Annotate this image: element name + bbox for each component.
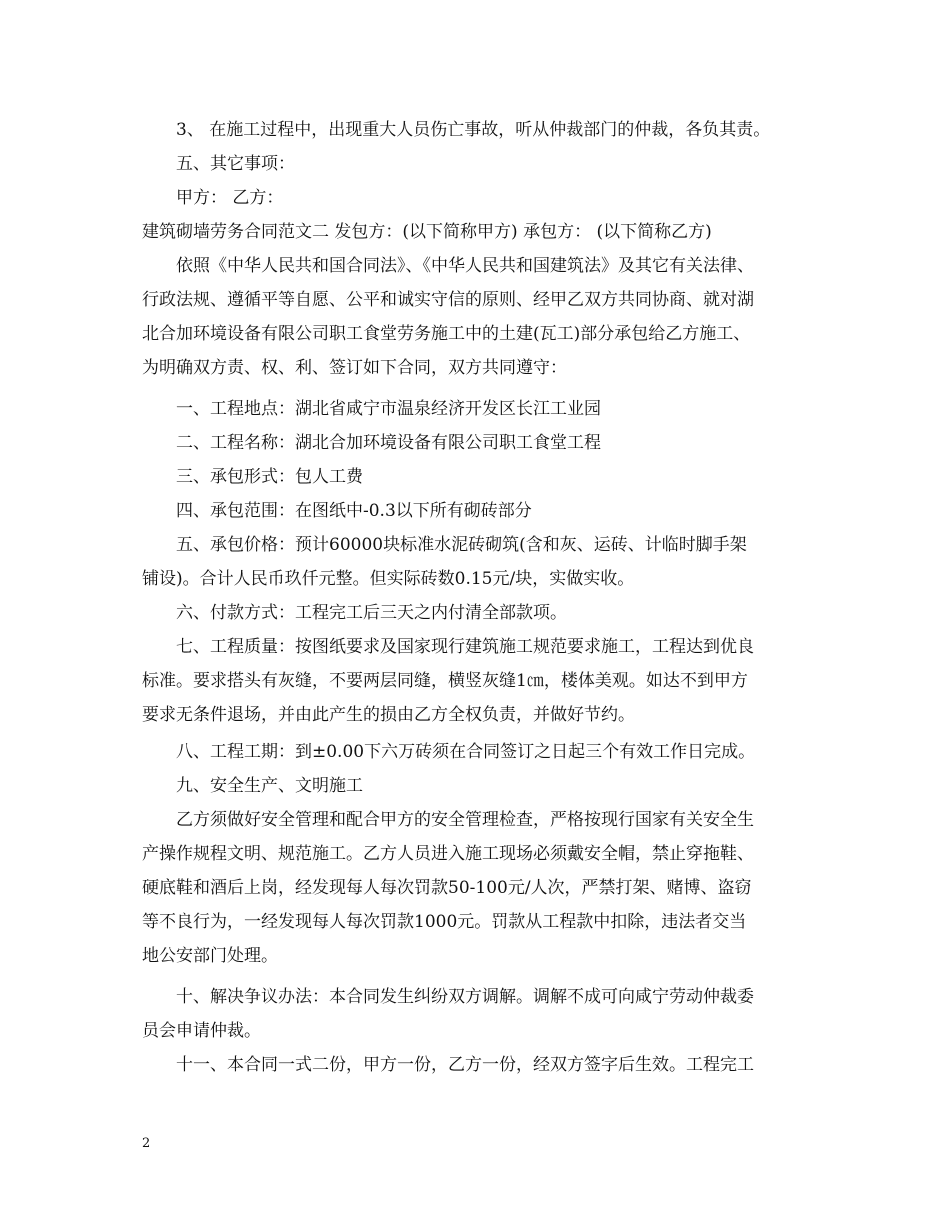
page-number: 2 [142,1136,151,1151]
clause-line: 五、承包价格：预计60000块标准水泥砖砌筑(含和灰、运砖、计临时脚手架 [176,535,747,555]
clause-line: 七、工程质量：按图纸要求及国家现行建筑施工规范要求施工，工程达到优良 [176,637,754,657]
clause-line: 员会申请仲裁。 [142,1021,261,1041]
paragraph-line: 产操作规程文明、规范施工。乙方人员进入施工现场必须戴安全帽，禁止穿拖鞋、 [142,844,754,864]
paragraph-line: 乙方须做好安全管理和配合甲方的安全管理检查，严格按现行国家有关安全生 [176,810,754,830]
clause-line: 八、工程工期：到±0.00下六万砖须在合同签订之日起三个有效工作日完成。 [176,742,756,762]
clause-line: 铺设)。合计人民币玖仟元整。但实际砖数0.15元/块，实做实收。 [142,569,635,589]
clause-line: 二、工程名称：湖北合加环境设备有限公司职工食堂工程 [176,433,601,453]
section-heading: 五、其它事项： [176,154,295,174]
paragraph-line: 地公安部门处理。 [142,946,278,966]
paragraph-line: 硬底鞋和酒后上岗，经发现每人每次罚款50-100元/人次，严禁打架、赌博、盗窃 [142,878,752,898]
paragraph-line: 3、 在施工过程中，出现重大人员伤亡事故，听从仲裁部门的仲裁，各负其责。 [176,120,771,140]
paragraph-line: 为明确双方责、权、利、签订如下合同，双方共同遵守： [142,358,567,378]
signature-line: 甲方： 乙方： [176,188,284,208]
clause-line: 三、承包形式：包人工费 [176,467,363,487]
paragraph-line: 北合加环境设备有限公司职工食堂劳务施工中的土建(瓦工)部分承包给乙方施工、 [142,324,751,344]
clause-line: 要求无条件退场，并由此产生的损由乙方全权负责，并做好节约。 [142,705,635,725]
clause-line: 一、工程地点：湖北省咸宁市温泉经济开发区长江工业园 [176,399,601,419]
clause-line: 四、承包范围：在图纸中-0.3以下所有砌砖部分 [176,501,532,521]
paragraph-line: 依照《中华人民共和国合同法》、《中华人民共和国建筑法》及其它有关法律、 [176,256,754,276]
paragraph-line: 等不良行为，一经发现每人每次罚款1000元。罚款从工程款中扣除，违法者交当 [142,912,747,932]
document-title-line: 建筑砌墙劳务合同范文二 发包方：(以下简称甲方) 承包方： (以下简称乙方) [142,222,712,242]
paragraph-line: 行政法规、遵循平等自愿、公平和诚实守信的原则、经甲乙双方共同协商、就对湖 [142,290,754,310]
clause-line: 六、付款方式：工程完工后三天之内付清全部款项。 [176,603,567,623]
section-heading: 九、安全生产、文明施工 [176,776,363,796]
clause-line: 标准。要求搭头有灰缝，不要两层同缝，横竖灰缝1㎝，楼体美观。如达不到甲方 [142,671,748,691]
clause-line: 十、解决争议办法：本合同发生纠纷双方调解。调解不成可向咸宁劳动仲裁委 [176,987,754,1007]
clause-line: 十一、本合同一式二份，甲方一份，乙方一份，经双方签字后生效。工程完工 [176,1055,754,1075]
